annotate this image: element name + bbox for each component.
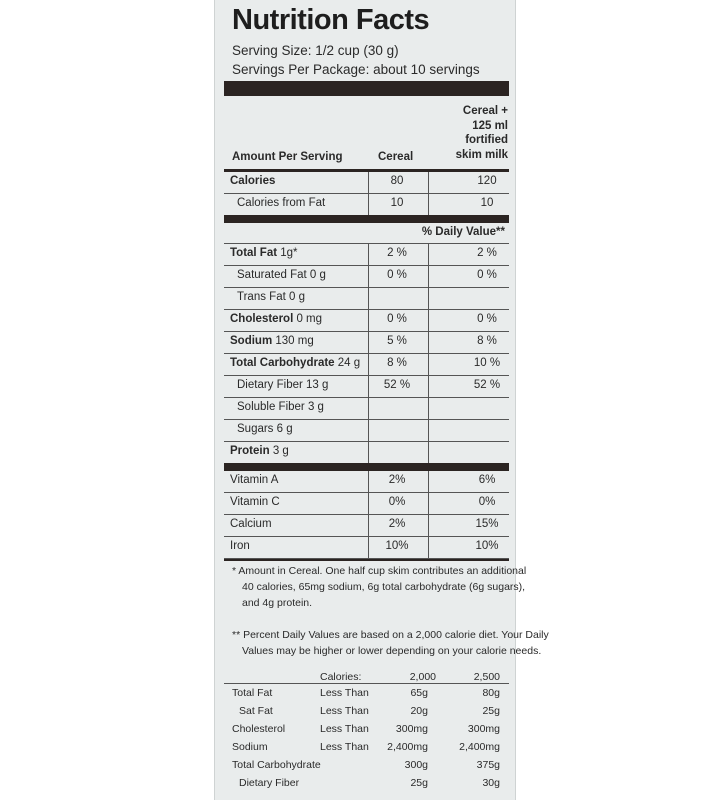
column-divider [368, 244, 369, 463]
nutrient-amount: 6 g [276, 423, 293, 435]
dv-table-2000: 20g [410, 705, 428, 717]
nutrient-dv-cereal: 8 % [387, 357, 407, 369]
nutrient-amount: 130 mg [275, 335, 314, 347]
calories-fat-label: Calories from Fat [237, 197, 326, 209]
nutrient-dv-cereal: 0 % [387, 313, 407, 325]
nutrient-dv-cereal-milk: 2 % [477, 247, 497, 259]
vitamin-row [224, 493, 509, 515]
nutrient-dv-cereal-milk: 8 % [477, 335, 497, 347]
nutrient-label: Total Carbohydrate [230, 357, 335, 369]
vitamin-dv-cereal: 2% [388, 518, 406, 530]
nutrient-dv-cereal: 52 % [383, 379, 411, 391]
divider [224, 559, 509, 561]
dv-table-label: Total Fat [232, 687, 273, 699]
calories-label: Calories [230, 175, 276, 187]
nutrient-dv-cereal: 5 % [387, 335, 407, 347]
thick-divider [224, 463, 509, 471]
calories-row [224, 172, 509, 194]
vitamin-label: Vitamin C [230, 496, 280, 508]
page-title: Nutrition Facts [232, 4, 430, 36]
dv-table-label: Total Carbohydrate [232, 759, 321, 771]
nutrient-amount: 1g* [280, 247, 298, 259]
vitamin-dv-cereal: 2% [388, 474, 406, 486]
nutrient-row [224, 442, 509, 463]
vitamin-label: Calcium [230, 518, 272, 530]
calories-fat-cereal: 10 [390, 197, 404, 209]
nutrient-amount: 0 g [309, 269, 326, 281]
nutrient-amount: 3 g [307, 401, 324, 413]
nutrient-dv-cereal-milk: 52 % [473, 379, 501, 391]
column-divider [428, 172, 429, 215]
calories-label: Calories: [320, 671, 362, 683]
calories-2500: 2,500 [473, 671, 500, 683]
nutrient-dv-cereal: 0 % [387, 269, 407, 281]
dv-table-2500: 375g [476, 759, 500, 771]
nutrient-label: Cholesterol [230, 313, 294, 325]
dv-table-2000: 25g [410, 777, 428, 789]
vitamin-row [224, 471, 509, 493]
dv-table-label: Dietary Fiber [239, 777, 300, 789]
nutrient-row [224, 398, 509, 420]
dv-table-2000: 300g [404, 759, 428, 771]
dv-table-2000: 65g [410, 687, 428, 699]
dv-table-2000: 300mg [395, 723, 428, 735]
nutrient-row [224, 376, 509, 398]
dv-table-label: Cholesterol [232, 723, 286, 735]
amount-per-serving-header: Amount Per Serving [232, 151, 343, 163]
nutrient-amount: 0 mg [296, 313, 323, 325]
nutrient-label: Trans Fat [237, 291, 286, 303]
nutrient-row [224, 288, 509, 310]
servings-per-package: Servings Per Package: about 10 servings [232, 62, 480, 77]
nutrient-amount: 13 g [306, 379, 329, 391]
dv-table-2500: 2,400mg [459, 741, 500, 753]
dv-table-limit: Less Than [320, 741, 369, 753]
nutrient-label: Dietary Fiber [237, 379, 303, 391]
dv-table-label: Sat Fat [239, 705, 273, 717]
calories-cereal-milk: 120 [477, 175, 497, 187]
nutrient-row [224, 244, 509, 266]
nutrient-label: Total Fat [230, 247, 278, 259]
column-divider [368, 471, 369, 559]
nutrient-amount: 0 g [288, 291, 305, 303]
nutrient-label: Protein [230, 445, 270, 457]
vitamin-label: Iron [230, 540, 250, 552]
daily-value-header-row [224, 223, 509, 244]
nutrient-row [224, 310, 509, 332]
column-divider [428, 471, 429, 559]
nutrient-label: Sugars [237, 423, 274, 435]
calories-cereal: 80 [390, 175, 404, 187]
dv-table-2500: 30g [482, 777, 500, 789]
daily-value-header: % Daily Value** [421, 226, 505, 238]
dv-table-label: Sodium [232, 741, 268, 753]
thick-divider [224, 215, 509, 223]
dv-table-limit: Less Than [320, 687, 369, 699]
vitamin-dv-cereal: 0% [388, 496, 406, 508]
dv-table-limit: Less Than [320, 705, 369, 717]
vitamin-row [224, 537, 509, 559]
vitamin-dv-cereal-milk: 0% [478, 496, 496, 508]
vitamin-dv-cereal: 10% [385, 540, 409, 552]
nutrient-amount: 3 g [272, 445, 289, 457]
serving-size: Serving Size: 1/2 cup (30 g) [232, 43, 399, 58]
cereal-milk-column-header: Cereal + 125 ml fortified skim milk [455, 105, 508, 161]
calories-2000: 2,000 [409, 671, 436, 683]
divider [224, 683, 509, 684]
nutrient-label: Saturated Fat [237, 269, 307, 281]
vitamin-dv-cereal-milk: 6% [478, 474, 496, 486]
nutrient-row [224, 266, 509, 288]
dv-table-2500: 25g [482, 705, 500, 717]
column-divider [368, 172, 369, 215]
nutrient-row [224, 332, 509, 354]
vitamin-row [224, 515, 509, 537]
calories-fat-cereal-milk: 10 [480, 197, 494, 209]
footnote-amount-in-cereal: * Amount in Cereal. One half cup skim contributes an additional 40 calories, 65mg sodium, 6g total carbohydrate (6g sugars), and 4g protein. [232, 565, 527, 609]
nutrient-label: Sodium [230, 335, 273, 347]
nutrient-dv-cereal-milk: 0 % [477, 313, 497, 325]
nutrient-dv-cereal: 2 % [387, 247, 407, 259]
cereal-column-header: Cereal [378, 151, 414, 163]
vitamin-label: Vitamin A [230, 474, 279, 486]
calories-fat-row [224, 194, 509, 215]
nutrient-row [224, 354, 509, 376]
column-divider [428, 244, 429, 463]
dv-table-2500: 300mg [467, 723, 500, 735]
nutrient-label: Soluble Fiber [237, 401, 305, 413]
dv-table-2000: 2,400mg [387, 741, 428, 753]
footnote-daily-values: ** Percent Daily Values are based on a 2,000 calorie diet. Your Daily Values may be higher or lower depending on your calorie needs. [232, 629, 549, 657]
dv-table-2500: 80g [482, 687, 500, 699]
vitamin-dv-cereal-milk: 10% [475, 540, 499, 552]
nutrient-dv-cereal-milk: 0 % [477, 269, 497, 281]
thick-divider [224, 81, 509, 96]
dv-table-limit: Less Than [320, 723, 369, 735]
nutrient-row [224, 420, 509, 442]
nutrient-dv-cereal-milk: 10 % [473, 357, 501, 369]
nutrient-amount: 24 g [337, 357, 361, 369]
vitamin-dv-cereal-milk: 15% [475, 518, 499, 530]
